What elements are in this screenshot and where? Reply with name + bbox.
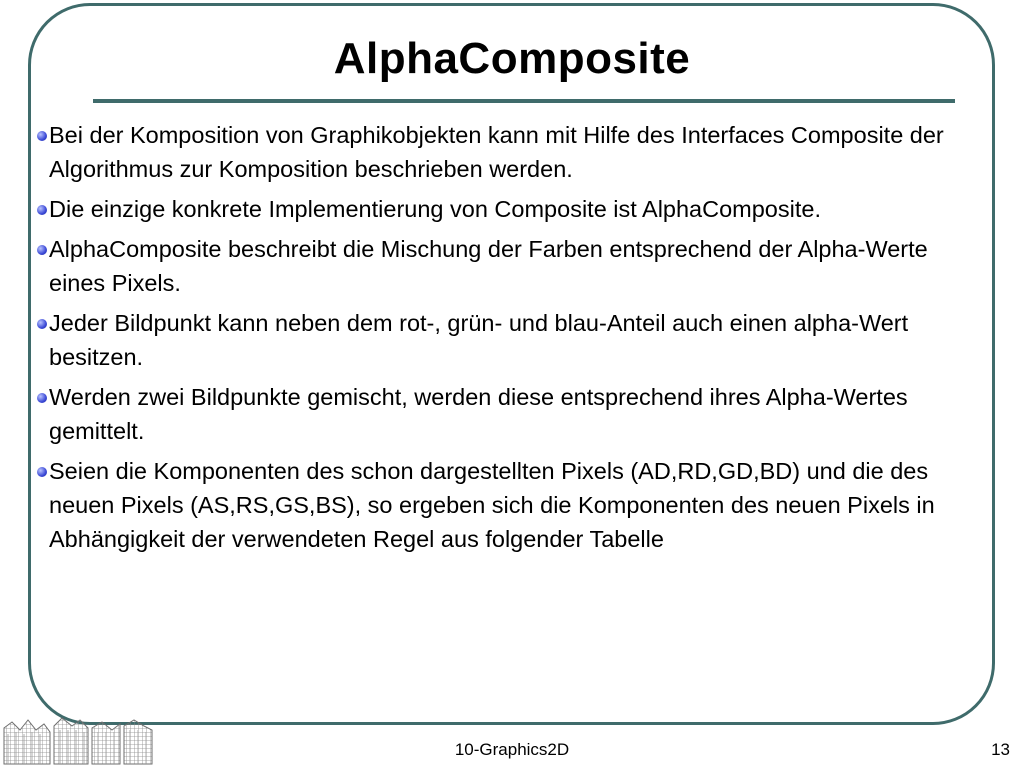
bullet-text: Werden zwei Bildpunkte gemischt, werden diese entsprechend ihres Alpha-Wertes gemittelt. bbox=[49, 384, 908, 444]
bullet-dot-icon bbox=[37, 131, 47, 141]
bullet-dot-icon bbox=[37, 319, 47, 329]
bullet-text: Die einzige konkrete Implementierung von Composite ist AlphaComposite. bbox=[49, 196, 821, 222]
bullet-item bbox=[36, 306, 976, 374]
bullet-item bbox=[36, 192, 976, 226]
title-underline bbox=[93, 99, 955, 103]
bullet-dot-icon bbox=[37, 245, 47, 255]
bullet-text: Jeder Bildpunkt kann neben dem rot-, grün- und blau-Anteil auch einen alpha-Wert besitzen. bbox=[49, 310, 909, 370]
bullet-dot-icon bbox=[37, 205, 47, 215]
bullet-item bbox=[36, 380, 976, 448]
bullet-text: Bei der Komposition von Graphikobjekten kann mit Hilfe des Interfaces Composite der Algorithmus zur Komposition beschrieben werden. bbox=[49, 122, 944, 182]
bullet-text: Seien die Komponenten des schon dargestellten Pixels (AD,RD,GD,BD) und die des neuen Pixels (AS,RS,GS,BS), so ergeben sich die Komponenten des neuen Pixels in Abhängigkeit der verwendeten Regel aus folgender Tabelle bbox=[49, 458, 935, 552]
footer-course: 10-Graphics2D bbox=[454, 740, 570, 759]
bullet-item bbox=[36, 454, 976, 556]
bullet-item bbox=[36, 118, 976, 186]
slide-title: AlphaComposite bbox=[333, 34, 691, 83]
bullet-dot-icon bbox=[37, 467, 47, 477]
bullet-dot-icon bbox=[37, 393, 47, 403]
page-number: 13 bbox=[991, 740, 1010, 759]
bullet-list bbox=[36, 118, 976, 562]
bullet-text: AlphaComposite beschreibt die Mischung der Farben entsprechend der Alpha-Werte eines Pixels. bbox=[49, 236, 928, 296]
bullet-item bbox=[36, 232, 976, 300]
